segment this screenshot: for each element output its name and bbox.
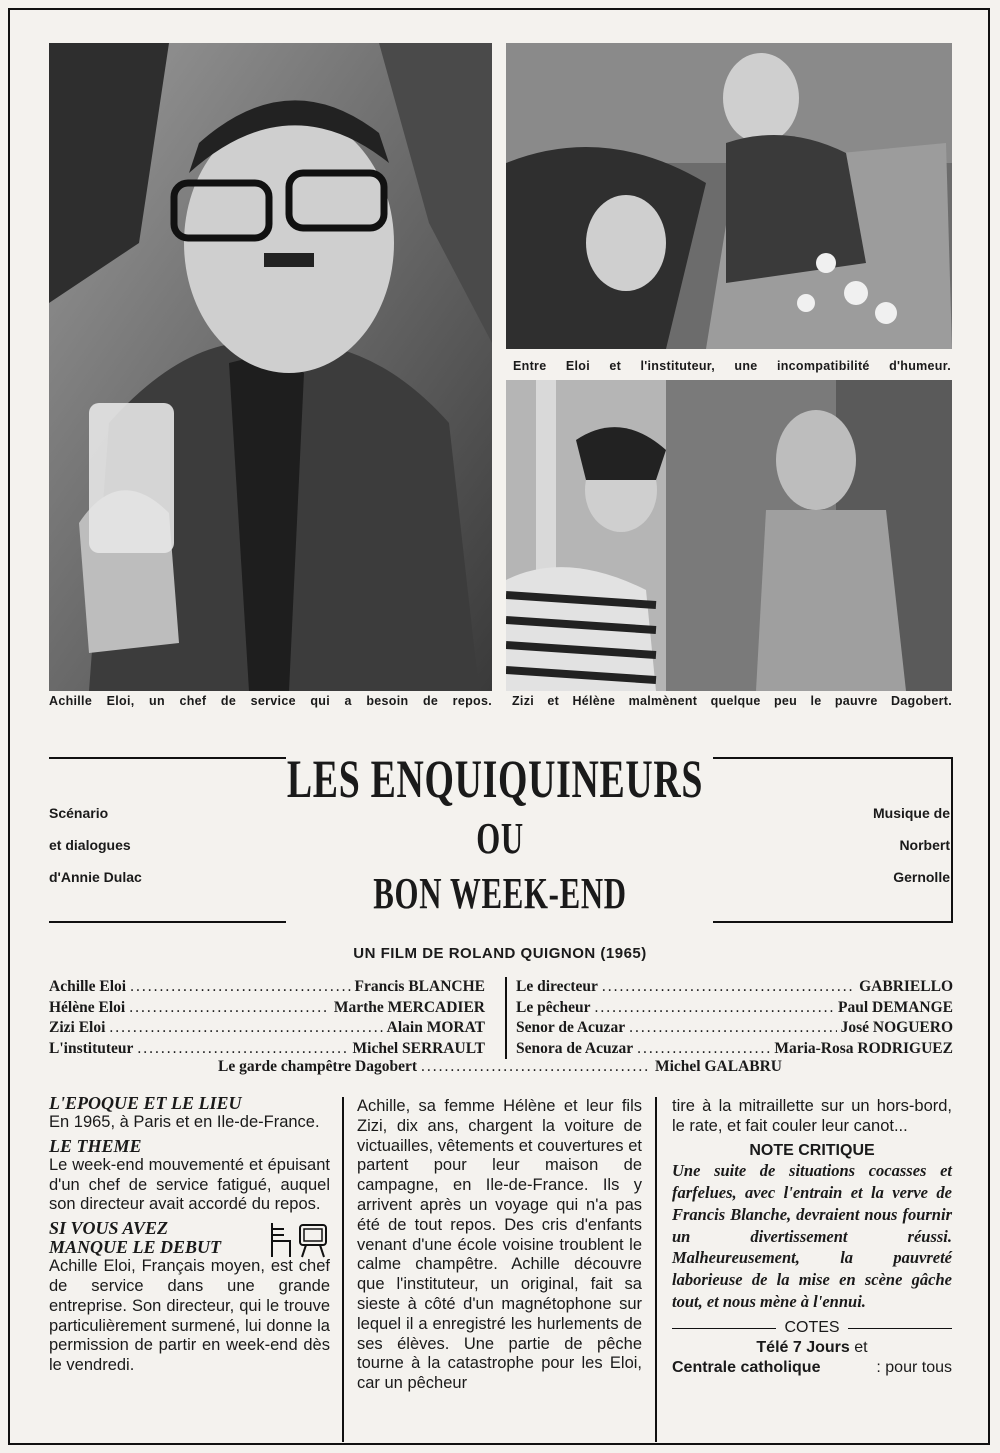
credit-musique-line: Gernolle: [893, 869, 950, 885]
text-epoque: En 1965, à Paris et en Ile-de-France.: [49, 1113, 320, 1131]
rule-bottom-right: [713, 921, 953, 923]
caption-bottom-right-photo: Zizi et Hélène malmènent quelque peu le pauvre Dagobert.: [512, 694, 952, 708]
cast-role: Senora de Acuzar: [516, 1039, 634, 1057]
cast-left: [49, 977, 485, 1059]
caption-left-photo: Achille Eloi, un chef de service qui a besoin de repos.: [49, 694, 492, 708]
heading-note-critique: NOTE CRITIQUE: [749, 1141, 875, 1159]
cotes-heading: [672, 1318, 952, 1338]
cast-actor: Francis BLANCHE: [354, 978, 485, 995]
cotes-source-1: Télé 7 Jours: [756, 1339, 850, 1357]
column-2: [357, 1097, 642, 1394]
heading-debut-block: [49, 1219, 330, 1257]
credit-musique: [820, 797, 950, 893]
cotes-connector: et: [849, 1339, 868, 1357]
heading-debut-2: MANQUE LE DEBUT: [49, 1237, 222, 1258]
film-director-text: UN FILM DE ROLAND QUIGNON (1965): [353, 945, 647, 962]
photo-achille-eloi: [49, 43, 492, 691]
cast-actor: José NOGUERO: [840, 1019, 953, 1036]
cast-role: Le garde champêtre Dagobert: [218, 1058, 418, 1075]
title-line-2: OU: [476, 814, 524, 863]
cast-role: Le pêcheur: [516, 998, 591, 1016]
text-note-critique: Une suite de situations cocasses et farfelues, avec l'entrain et la verve de Francis Blanche, devraient nous fournir un divertissement réussi. Malheureusement, la pauvreté laborieuse de la mise en scène gâche tout, et nous mène à l'ennui.: [672, 1161, 952, 1311]
cast-row: [516, 998, 953, 1019]
cast-actor: Maria-Rosa RODRIGUEZ: [774, 1039, 953, 1057]
cast-center: [218, 1057, 782, 1078]
cast-divider: [505, 977, 507, 1059]
column-divider-1: [342, 1097, 344, 1442]
rule-top-right: [713, 757, 953, 759]
credit-musique-line: Norbert: [899, 837, 950, 853]
column-divider-2: [655, 1097, 657, 1442]
cast-row: [49, 1018, 485, 1039]
cast-row: [516, 1039, 953, 1060]
film-director-line: [0, 945, 1000, 962]
photo-zizi-helene-dagobert: [506, 380, 952, 691]
text-debut: Achille Eloi, Français moyen, est chef de service dans une grande entreprise. Son directeur, qui le trouve particulièrement surmené, lui donne la permission de partir en week-end dès le vendredi.: [49, 1257, 330, 1375]
credit-scenario-line: d'Annie Dulac: [49, 869, 142, 885]
cast-row: [49, 1039, 485, 1060]
cast-actor: Michel SERRAULT: [352, 1039, 485, 1057]
text-story-end: tire à la mitraillette sur un hors-bord, le rate, et fait couler leur canot...: [672, 1097, 952, 1135]
cotes-line-2: [672, 1358, 952, 1378]
credit-scenario-line: Scénario: [49, 805, 109, 821]
cotes-line-1: [672, 1338, 952, 1358]
photo-eloi-instituteur: [506, 43, 952, 349]
credit-scenario: [49, 797, 142, 893]
cast-role: Zizi Eloi: [49, 1019, 106, 1036]
cast-actor: Alain MORAT: [386, 1019, 485, 1036]
cast-actor: GABRIELLO: [859, 978, 953, 995]
cast-row: [516, 977, 953, 998]
rule-top-left: [49, 757, 286, 759]
cotes-rating: : pour tous: [876, 1358, 952, 1376]
cotes-source-2: Centrale catholique: [672, 1358, 821, 1376]
cast-role: Hélène Eloi: [49, 998, 126, 1016]
caption-top-right-photo: Entre Eloi et l'instituteur, une incompatibilité d'humeur.: [513, 359, 951, 373]
cast-actor: Paul DEMANGE: [838, 998, 953, 1016]
title-line-3: BON WEEK-END: [373, 869, 627, 918]
cast-actor: Marthe MERCADIER: [333, 998, 485, 1016]
column-1: [49, 1094, 330, 1376]
cast-role: Senor de Acuzar: [516, 1019, 626, 1036]
rule-bottom-left: [49, 921, 286, 923]
text-theme: Le week-end mouvementé et épuisant d'un chef de service fatigué, auquel son directeur avait accordé du repos.: [49, 1155, 330, 1214]
heading-epoque: L'EPOQUE ET LE LIEU: [49, 1093, 242, 1113]
title-line-1: LES ENQUIQUINEURS: [286, 749, 704, 809]
heading-debut-1: SI VOUS AVEZ: [49, 1218, 169, 1239]
text-story: Achille, sa femme Hélène et leur fils Zizi, dix ans, chargent la voiture de victuailles, vêtements et couvertures et partent pour leur maison de campagne, en Ile-de-France. Ils y arrivent après un voyage qui n'a pas été de tout repos. Des cris d'enfants venant d'une école voisine troublent le calme champêtre. Achille découvre que l'instituteur, un original, fait sa sieste à côté d'un magnétophone sur lequel il a enregistré les hurlements de ses élèves. Une partie de pêche tourne à la catastrophe pour les Eloi, car un pêcheur: [357, 1097, 642, 1393]
heading-theme: LE THEME: [49, 1135, 142, 1156]
credit-musique-line: Musique de: [872, 805, 950, 821]
cast-right: [516, 977, 953, 1059]
cast-actor: Michel GALABRU: [654, 1058, 782, 1075]
cast-role: Achille Eloi: [49, 978, 127, 995]
rule-right-edge: [951, 757, 953, 923]
cast-row: [218, 1057, 782, 1078]
cast-role: L'instituteur: [49, 1039, 134, 1057]
column-3: [672, 1097, 952, 1378]
cast-row: [516, 1018, 953, 1039]
cast-row: [49, 977, 485, 998]
cotes-label: COTES: [784, 1319, 840, 1337]
credit-scenario-line: et dialogues: [49, 837, 131, 853]
cast-row: [49, 998, 485, 1019]
cast-role: Le directeur: [516, 978, 598, 995]
chair-tv-icon: [268, 1221, 330, 1259]
